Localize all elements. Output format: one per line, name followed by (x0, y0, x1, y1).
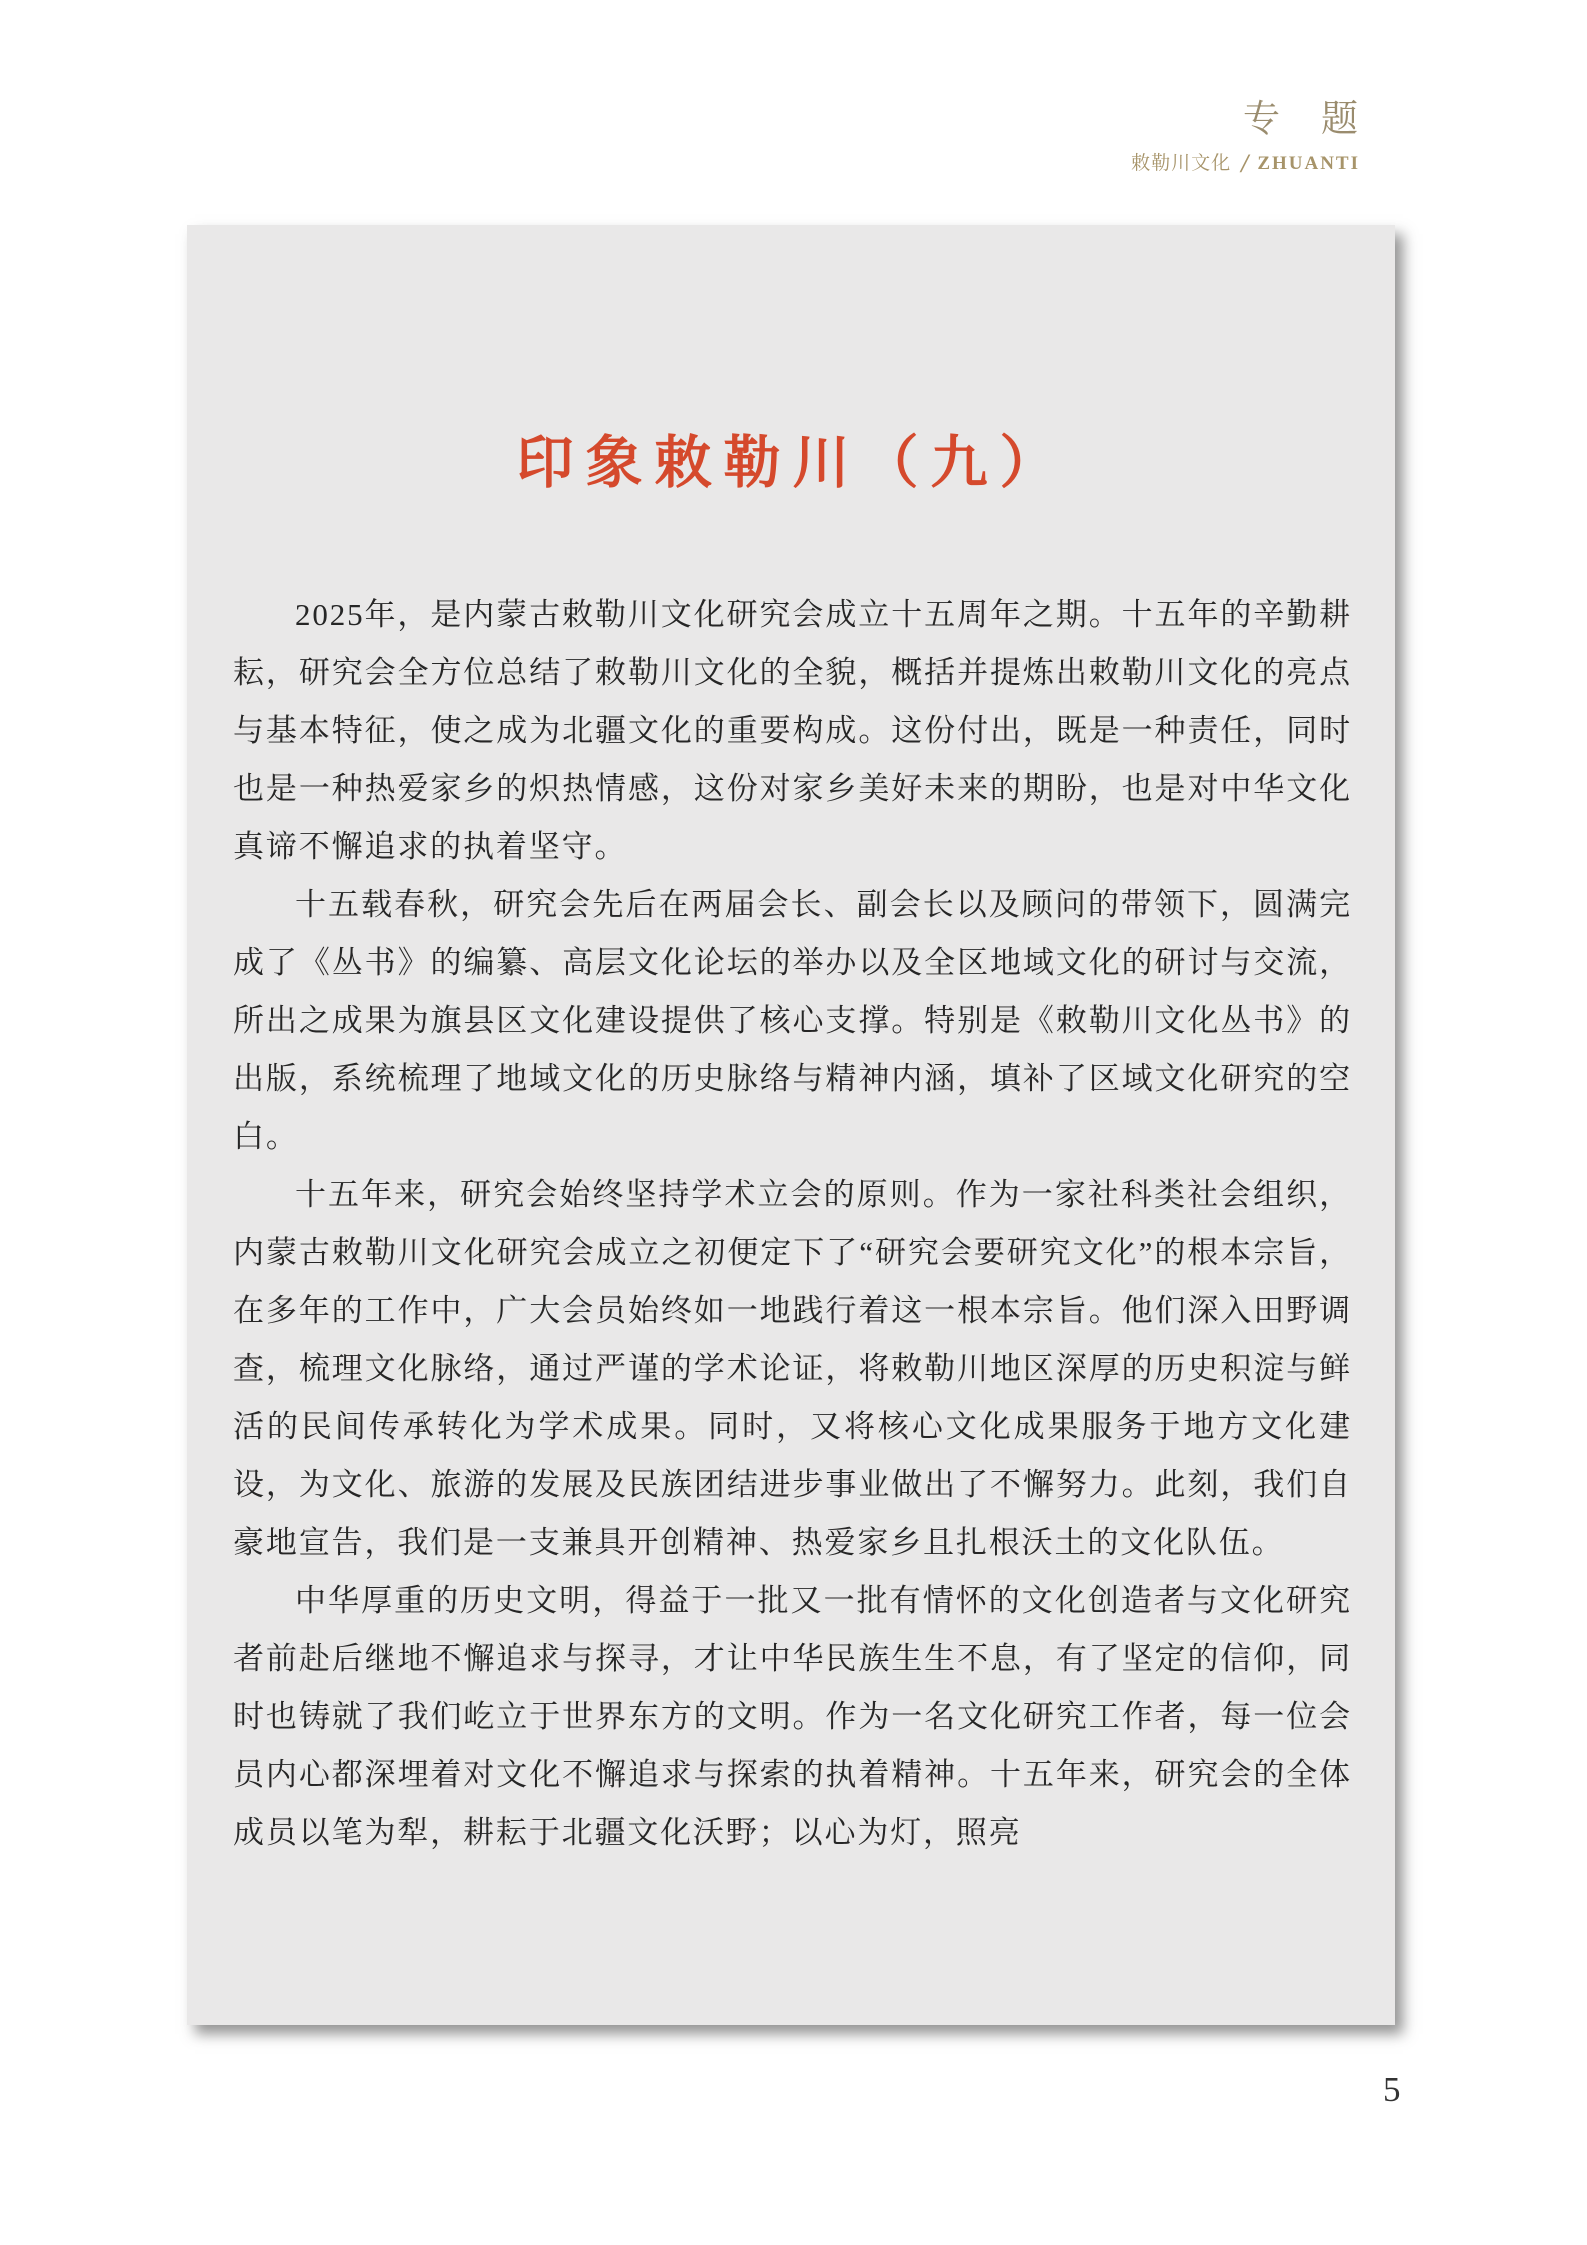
section-subtitle-zh: 敕勒川文化 (1131, 153, 1232, 175)
article-paragraph-3: 十五年来，研究会始终坚持学术立会的原则。作为一家社科类社会组织，内蒙古敕勒川文化研究会成立之初便定下了“研究会要研究文化”的根本宗旨，在多年的工作中，广大会员始终如一地践行着这一根本宗旨。他们深入田野调查，梳理文化脉络，通过严谨的学术论证，将敕勒川地区深厚的历史积淀与鲜活的民间传承转化为学术成果。同时，又将核心文化成果服务于地方文化建设，为文化、旅游的发展及民族团结进步事业做出了不懈努力。此刻，我们自豪地宣告，我们是一支兼具开创精神、热爱家乡且扎根沃土的文化队伍。 (233, 1177, 1352, 1560)
article-panel (187, 225, 1395, 2025)
slash-separator: / (1241, 149, 1250, 179)
article-paragraph-4: 中华厚重的历史文明，得益于一批又一批有情怀的文化创造者与文化研究者前赴后继地不懈追求与探寻，才让中华民族生生不息，有了坚定的信仰，同时也铸就了我们屹立于世界东方的文明。作为一名文化研究工作者，每一位会员内心都深埋着对文化不懈追求与探索的执着精神。十五年来，研究会的全体成员以笔为犁，耕耘于北疆文化沃野；以心为灯，照亮 (233, 1583, 1352, 1850)
section-subtitle-en: ZHUANTI (1257, 153, 1360, 175)
section-subtitle (1131, 148, 1360, 179)
page-number: 5 (1383, 2070, 1401, 2109)
article-paragraph-1: 2025年，是内蒙古敕勒川文化研究会成立十五周年之期。十五年的辛勤耕耘，研究会全方位总结了敕勒川文化的全貌，概括并提炼出敕勒川文化的亮点与基本特征，使之成为北疆文化的重要构成。这份付出，既是一种责任，同时也是一种热爱家乡的炽热情感，这份对家乡美好未来的期盼，也是对中华文化真谛不懈追求的执着坚守。 (233, 597, 1352, 864)
section-title: 专 题 (1243, 99, 1360, 140)
article-body (233, 586, 1352, 1862)
article-paragraph-2: 十五载春秋，研究会先后在两届会长、副会长以及顾问的带领下，圆满完成了《丛书》的编纂、高层文化论坛的举办以及全区地域文化的研讨与交流，所出之成果为旗县区文化建设提供了核心支撑。特别是《敕勒川文化丛书》的出版，系统梳理了地域文化的历史脉络与精神内涵，填补了区域文化研究的空白。 (233, 887, 1352, 1154)
page-header (1131, 98, 1360, 179)
article-title: 印象敕勒川（九） (516, 432, 1069, 495)
